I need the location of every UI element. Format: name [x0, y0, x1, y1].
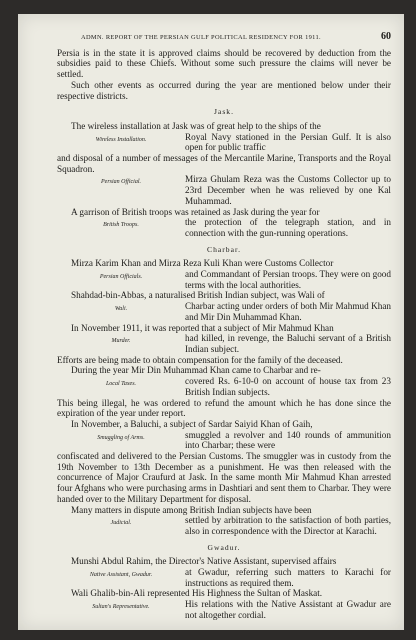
paragraph-wali-lead: Shahdad-bin-Abbas, a naturalised British Indian subject, was Wali of	[71, 290, 325, 301]
block-native-assistant	[57, 567, 391, 588]
margin-note-sultan-representative: Sultan's Representative.	[92, 604, 150, 611]
paragraph-sultan-lead: Wali Ghalib-bin-Ali represented His Highness the Sultan of Maskat.	[71, 588, 323, 599]
paragraph-native-assistant: at Gwadur, referring such matters to Karachi for instructions as required them.	[185, 567, 391, 588]
paragraph-wireless-lead: The wireless installation at Jask was of great help to the ships of the	[71, 120, 321, 131]
paragraph-assistant-lead: Munshi Abdul Rahim, the Director's Native Assistant, supervised affairs	[71, 556, 337, 567]
block-persian-official	[57, 174, 391, 206]
paragraph-other-events: Such other events as occurred during the year are mentioned below under their respective districts.	[57, 79, 391, 101]
paragraph-taxes-lead: During the year Mir Din Muhammad Khan came to Charbar and re-	[71, 365, 321, 376]
section-heading-jask: Jask.	[214, 107, 234, 117]
paragraph-british-troops: the protection of the telegraph station, and in connection with the gun-running operations.	[185, 217, 391, 238]
block-judicial	[57, 515, 391, 536]
paragraph-charbar-officials-lead: Mirza Karim Khan and Mirza Reza Kuli Khan were Customs Collector	[71, 258, 334, 269]
block-wireless	[57, 132, 391, 153]
running-header-title: ADMN. REPORT OF THE PERSIAN GULF POLITICAL RESIDENCY FOR 1911.	[81, 34, 321, 41]
paragraph-persian-officials: and Commandant of Persian troops. They were on good terms with the local authorities.	[185, 269, 391, 290]
block-smuggling-arms	[57, 430, 391, 451]
paragraph-murder: had killed, in revenge, the Baluchi servant of a British Indian subject.	[185, 333, 391, 354]
block-sultan-representative	[57, 599, 391, 620]
margin-note-murder: Murder.	[111, 338, 131, 345]
paragraph-arms-tail: confiscated and delivered to the Persian Customs. The smuggler was in custody from the 19th November to 13th December as a punishment. He was then released with the concurrence of Major Craufurd at Jask. In the same month Mir Mahmud Khan arrested four Afghans who were purchasing arms in Dashtiari and sent them to Charbar. They were handed over to the Military Department for disposal.	[57, 451, 391, 504]
section-heading-charbar: Charbar.	[207, 244, 241, 254]
paragraph-claims: Persia is in the state it is approved claims should be recovered by deduction from the subsidies paid to these Chiefs. Without some such pressure the claims will never be settled.	[57, 47, 391, 80]
section-heading-gwadur: Gwadur.	[207, 542, 241, 552]
margin-note-judicial: Judicial.	[110, 520, 132, 527]
margin-note-native-assistant: Native Assistant, Gwadur.	[89, 572, 153, 579]
block-wali	[57, 301, 391, 322]
paragraph-murder-lead: In November 1911, it was reported that a subject of Mir Mahmud Khan	[71, 322, 334, 333]
block-british-troops	[57, 217, 391, 238]
paragraph-taxes-tail: This being illegal, he was ordered to refund the amount which he has done since the expiration of the year under report.	[57, 397, 391, 419]
paragraph-wireless-tail: and disposal of a number of messages of the Mercantile Marine, Transports and the Royal Squadron.	[57, 153, 391, 174]
paragraph-persian-official: Mirza Ghulam Reza was the Customs Collector up to 23rd December when he was relieved by one Kal Muhammad.	[185, 174, 391, 206]
margin-note-wali: Wali.	[114, 306, 128, 313]
page-content	[57, 32, 391, 621]
paragraph-troops-lead: A garrison of British troops was retained as Jask during the year for	[71, 206, 320, 217]
paragraph-wireless-side: Royal Navy stationed in the Persian Gulf. It is also open for public traffic	[185, 131, 391, 153]
paragraph-sultan-representative: His relations with the Native Assistant at Gwadur are not altogether cordial.	[185, 599, 391, 620]
paragraph-arms-lead: In November, a Baluchi, a subject of Sardar Saiyid Khan of Gaih,	[71, 418, 313, 429]
paragraph-local-taxes: covered Rs. 6-10-0 on account of house tax from 23 British Indian subjects.	[185, 376, 391, 397]
margin-note-local-taxes: Local Taxes.	[105, 381, 137, 388]
margin-note-british-troops: British Troops.	[103, 222, 139, 229]
block-local-taxes	[57, 376, 391, 397]
block-murder	[57, 333, 391, 354]
block-persian-officials	[57, 269, 391, 290]
paragraph-smuggling-arms: smuggled a revolver and 140 rounds of ammunition into Charbar; these were	[185, 429, 391, 451]
margin-note-persian-officials: Persian Officials.	[99, 274, 143, 281]
page-number: 60	[381, 31, 391, 42]
paragraph-judicial: settled by arbitration to the satisfaction of both parties, also in correspondence with the Director at Karachi.	[185, 515, 391, 536]
margin-note-persian-official: Persian Official.	[101, 179, 141, 186]
paragraph-murder-tail: Efforts are being made to obtain compensation for the family of the deceased.	[57, 354, 343, 365]
paragraph-wali: Charbar acting under orders of both Mir Mahmud Khan and Mir Din Muhammad Khan.	[185, 301, 391, 322]
margin-note-wireless: Wireless Installation.	[95, 136, 147, 143]
running-header	[57, 32, 391, 44]
paragraph-judicial-lead: Many matters in dispute among British Indian subjects have been	[71, 504, 312, 515]
margin-note-smuggling-arms: Smuggling of Arms.	[97, 434, 145, 441]
document-page	[18, 14, 404, 630]
